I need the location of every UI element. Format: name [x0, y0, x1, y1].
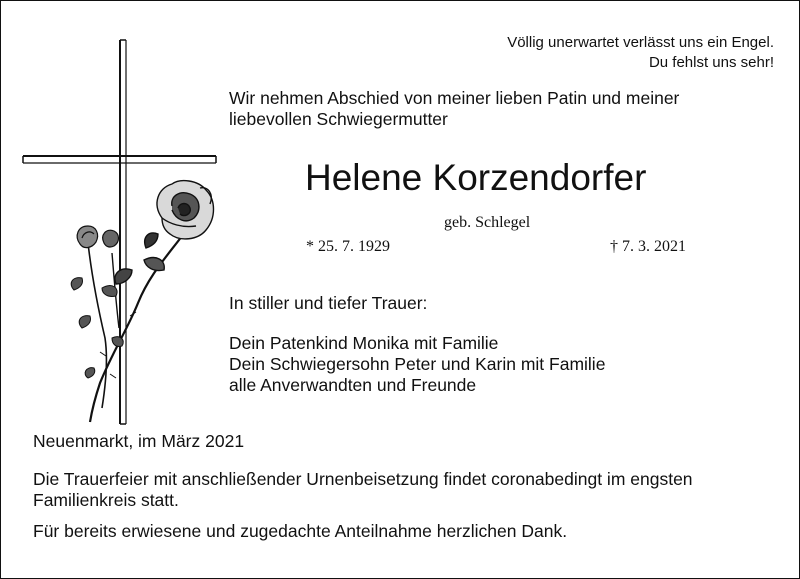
cross-with-rose-icon — [20, 38, 220, 426]
intro-line: Wir nehmen Abschied von meiner lieben Patin und meiner — [229, 88, 680, 108]
intro-text — [229, 88, 679, 130]
deceased-name: Helene Korzendorfer — [305, 157, 647, 198]
motto-line: Völlig unerwartet verlässt uns ein Engel. — [507, 34, 774, 51]
death-date: † 7. 3. 2021 — [610, 238, 686, 255]
place-and-date: Neuenmarkt, im März 2021 — [33, 431, 245, 451]
thanks-note: Für bereits erwiesene und zugedachte Anteilnahme herzlichen Dank. — [33, 521, 568, 541]
intro-line: liebevollen Schwiegermutter — [229, 109, 448, 129]
mourning-heading: In stiller und tiefer Trauer: — [229, 293, 428, 313]
mourner-item: Dein Patenkind Monika mit Familie — [229, 333, 499, 353]
funeral-line: Die Trauerfeier mit anschließender Urnenbeisetzung findet coronabedingt im engsten — [33, 469, 693, 489]
funeral-line: Familienkreis statt. — [33, 490, 179, 510]
birth-name: geb. Schlegel — [444, 214, 531, 231]
motto-line: Du fehlst uns sehr! — [648, 54, 774, 71]
mourner-item: Dein Schwiegersohn Peter und Karin mit Familie — [229, 354, 606, 374]
motto — [507, 33, 774, 73]
birth-date: * 25. 7. 1929 — [306, 238, 390, 255]
funeral-notice — [33, 469, 783, 511]
mourner-item: alle Anverwandten und Freunde — [229, 375, 477, 395]
mourners-list — [229, 333, 605, 396]
